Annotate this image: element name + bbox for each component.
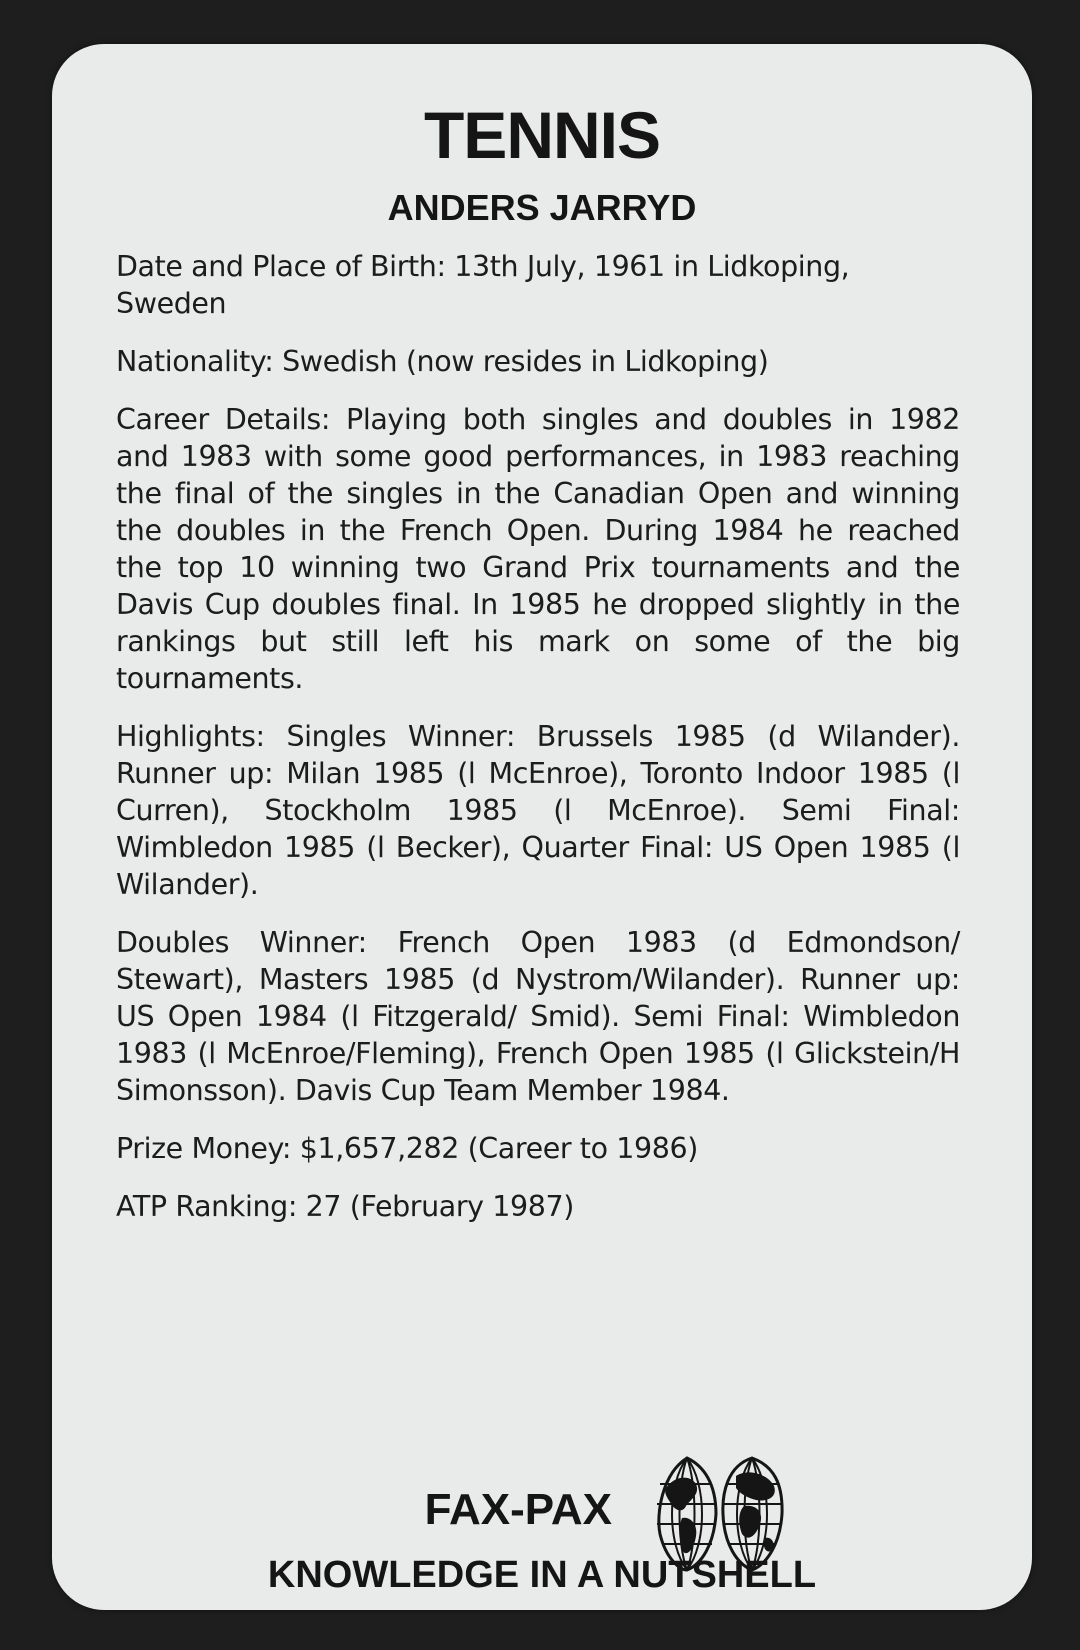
category-title: TENNIS [423,98,661,172]
doubles-record: Doubles Winner: French Open 1983 (d Edmondson/ Stewart), Masters 1985 (d Nystrom/Wilander). Runner up: US Open 1984 (l Fitzgerald/ Smid). Semi Final: Wimbledon 1983 (l McEnroe/Fleming), French Open 1985 (l Glickstein/H Simonsson). Davis Cup Team Member 1984. [116,926,960,1107]
birth-details: Date and Place of Birth: 13th July, 1961 in Lidkoping, Sweden [116,250,850,320]
card-body [116,248,960,1246]
fact-card [52,44,1032,1610]
atp-ranking: ATP Ranking: 27 (February 1987) [116,1190,574,1223]
prize-money: Prize Money: $1,657,282 (Career to 1986) [116,1132,698,1165]
nationality: Nationality: Swedish (now resides in Lidkoping) [116,345,769,378]
highlights: Highlights: Singles Winner: Brussels 1985 (d Wilander). Runner up: Milan 1985 (l McEnroe), Toronto Indoor 1985 (l Curren), Stockholm 1985 (l McEnroe). Semi Final: Wimbledon 1985 (l Becker), Quarter Final: US Open 1985 (l Wilander). [116,720,960,901]
player-name: ANDERS JARRYD [387,187,697,228]
brand-name: FAX-PAX [424,1485,612,1534]
career-details: Career Details: Playing both singles and doubles in 1982 and 1983 with some good performances, in 1983 reaching the final of the singles in the Canadian Open and winning the doubles in the French Open. During 1984 he reached the top 10 winning two Grand Prix tournaments and the Davis Cup doubles final. In 1985 he dropped slightly in the rankings but still left his mark on some of the big tournaments. [116,403,960,695]
brand-tagline: KNOWLEDGE IN A NUTSHELL [267,1554,817,1596]
